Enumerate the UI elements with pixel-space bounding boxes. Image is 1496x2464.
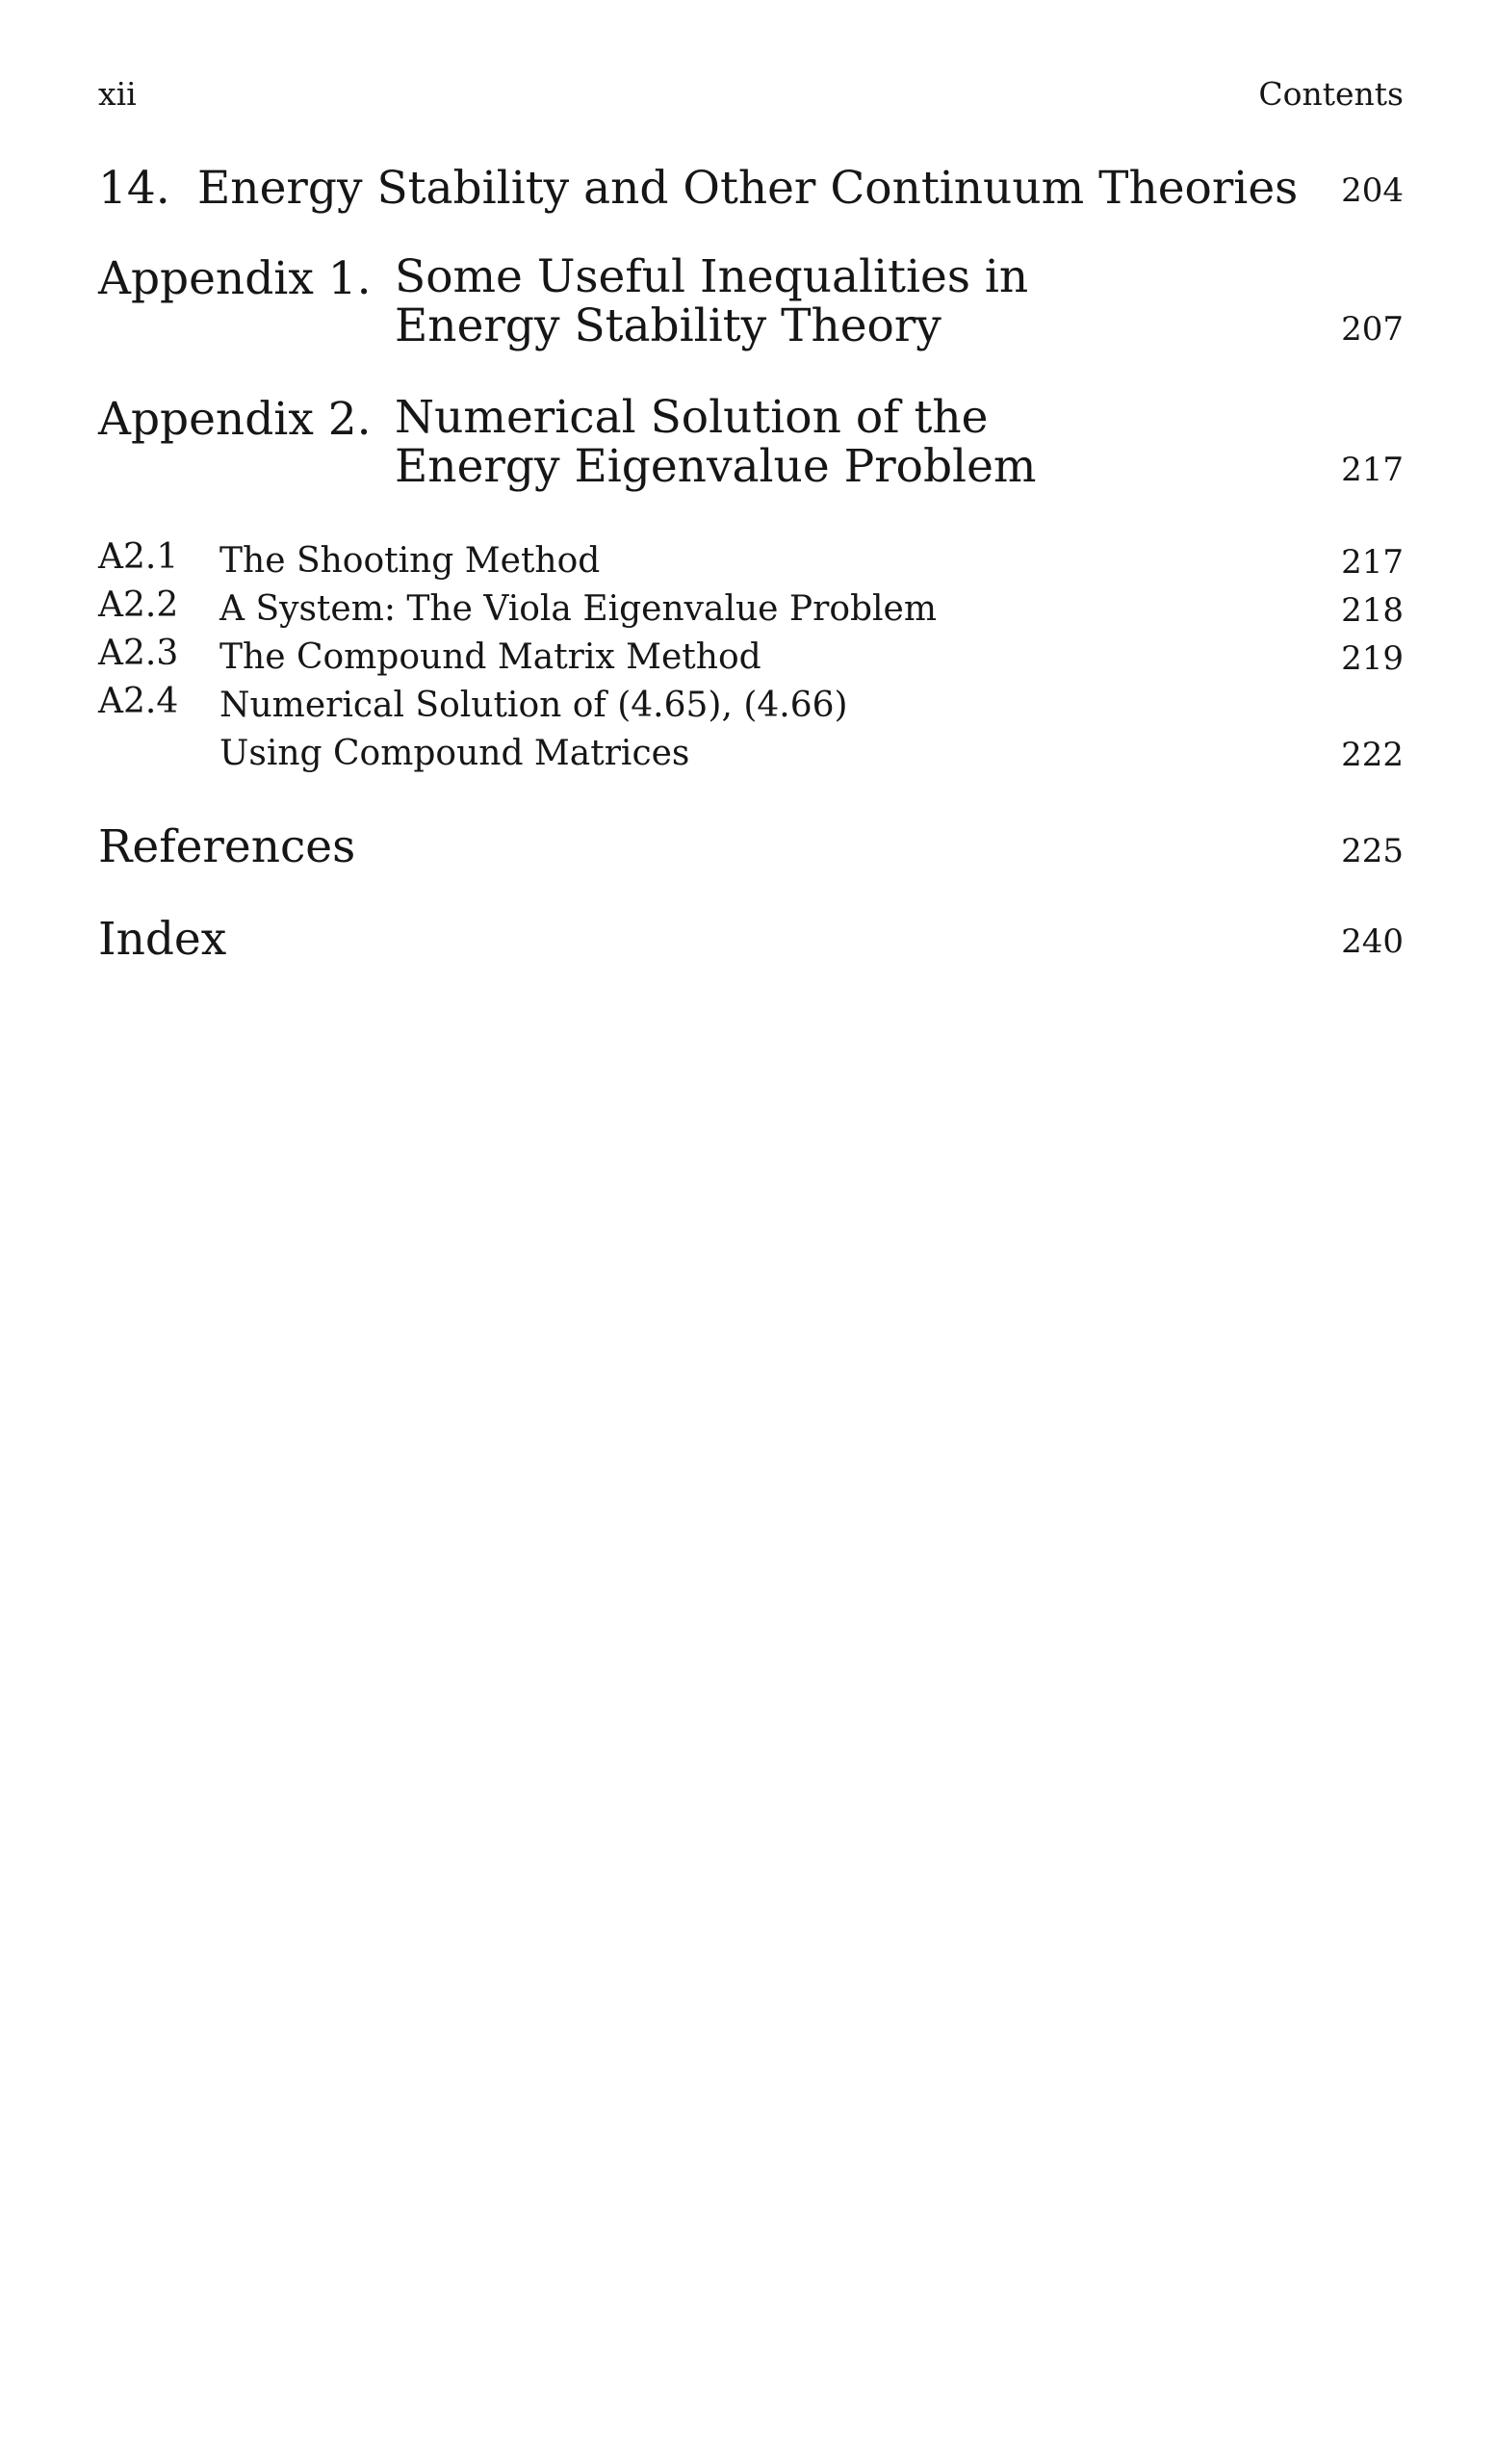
toc-entry-title-line-2: Energy Eigenvalue Problem [395,440,1037,493]
toc-entry-page: 217 [1341,451,1404,489]
toc-section-page: 217 [1341,543,1404,582]
toc-entry-appendix-2[interactable] [98,393,1404,499]
toc-entry-page: 204 [1341,171,1404,210]
toc-entry-title-line-2: Energy Stability Theory [395,299,941,352]
running-head-page-number: xii [98,75,137,113]
toc-entry-title [395,393,1069,491]
toc-entry-title: Index [98,913,227,966]
toc-entry-number: 14. [98,162,170,215]
toc-entry-number: Appendix 1. [98,252,372,305]
toc-entry-page: 240 [1341,922,1404,961]
toc-section-title: A System: The Viola Eigenvalue Problem [219,589,937,629]
toc-section-number: A2.1 [98,537,179,577]
running-head [98,75,1404,114]
toc-entry-appendix-1[interactable] [98,252,1404,358]
toc-entry-references[interactable] [98,820,1404,878]
toc-section-title-line-1: Numerical Solution of (4.65), (4.66) [219,686,848,725]
toc-entry-title-line-1: Numerical Solution of the [395,391,989,444]
toc-entry-number: Appendix 2. [98,393,372,446]
toc-entry-title [395,252,1069,350]
toc-entry-title: Energy Stability and Other Continuum Theories [197,162,1299,215]
toc-section-title-line-2: Using Compound Matrices [219,734,690,773]
toc-section-title: The Shooting Method [219,541,601,581]
toc-entry-page: 225 [1341,832,1404,870]
toc-entry-title: References [98,820,356,873]
toc-entry-index[interactable] [98,913,1404,971]
toc-entry-page: 207 [1341,310,1404,349]
toc-section-a2-3[interactable] [98,634,1404,682]
toc-section-a2-2[interactable] [98,585,1404,634]
toc-section-page: 222 [1341,736,1404,774]
running-head-title: Contents [1258,75,1404,113]
toc-section-a2-4[interactable] [98,682,1404,778]
toc-section-page: 219 [1341,639,1404,678]
toc-section-number: A2.3 [98,634,179,673]
toc-section-title [219,682,1086,778]
toc-section-page: 218 [1341,591,1404,630]
toc-section-title: The Compound Matrix Method [219,637,761,677]
toc-entry-title-line-1: Some Useful Inequalities in [395,250,1029,303]
toc-section-number: A2.4 [98,682,179,721]
toc-section-a2-1[interactable] [98,537,1404,585]
toc-entry-chapter-14[interactable] [98,162,1404,221]
toc-section-number: A2.2 [98,585,179,625]
